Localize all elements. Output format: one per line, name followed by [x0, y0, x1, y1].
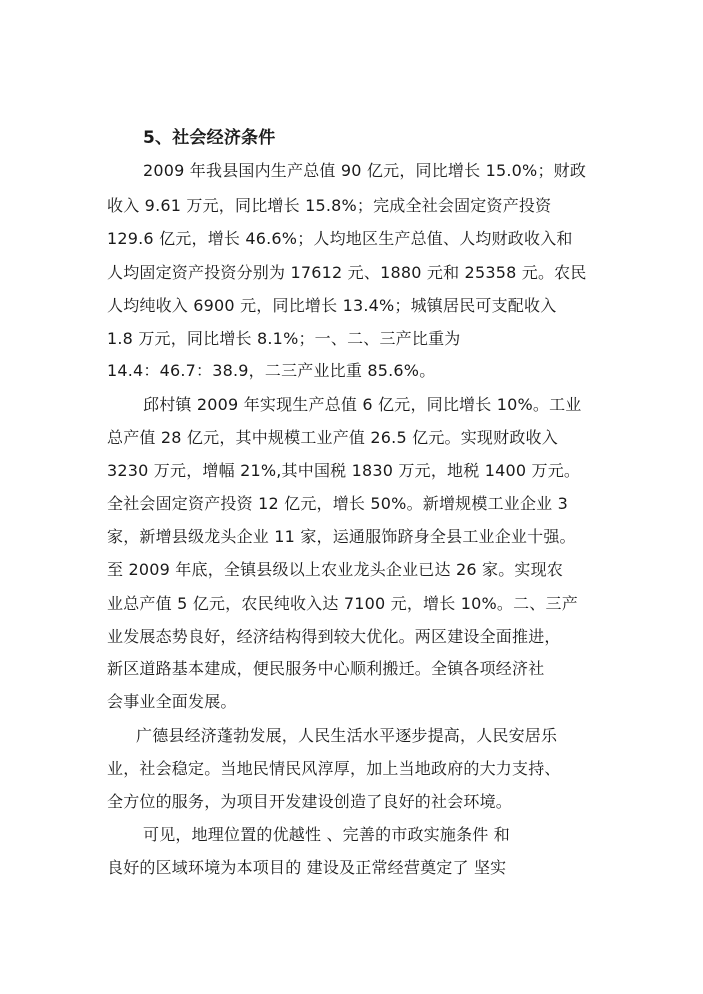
paragraph-line: 全方位的服务，为项目开发建设创造了良好的社会环境。: [107, 792, 513, 811]
paragraph-line: 人均纯收入 6900 元，同比增长 13.4%；城镇居民可支配收入: [107, 296, 557, 315]
paragraph-line: 业发展态势良好，经济结构得到较大优化。两区建设全面推进，: [107, 627, 561, 646]
paragraph-line: 129.6 亿元，增长 46.6%；人均地区生产总值、人均财政收入和: [107, 229, 573, 248]
paragraph-line: 业，社会稳定。当地民情民风淳厚，加上当地政府的大力支持、: [107, 759, 561, 778]
paragraph-line: 1.8 万元，同比增长 8.1%；一、二、三产比重为: [107, 329, 461, 348]
paragraph-line: 广德县经济蓬勃发展，人民生活水平逐步提高，人民安居乐: [136, 726, 558, 745]
paragraph-line: 2009 年我县国内生产总值 90 亿元，同比增长 15.0%；财政: [143, 161, 587, 180]
paragraph-line: 可见，地理位置的优越性 、完善的市政实施条件 和: [143, 825, 510, 844]
section-heading: 5、社会经济条件: [143, 128, 276, 148]
paragraph-line: 良好的区域环境为本项目的 建设及正常经营奠定了 坚实: [107, 858, 507, 877]
paragraph-line: 家，新增县级龙头企业 11 家，运通服饰跻身全县工业企业十强。: [107, 527, 576, 546]
paragraph-line: 3230 万元，增幅 21%,其中国税 1830 万元，地税 1400 万元。: [107, 461, 581, 480]
paragraph-line: 14.4：46.7：38.9，二三产业比重 85.6%。: [107, 361, 436, 380]
paragraph-line: 总产值 28 亿元，其中规模工业产值 26.5 亿元。实现财政收入: [107, 428, 558, 447]
paragraph-line: 邱村镇 2009 年实现生产总值 6 亿元，同比增长 10%。工业: [143, 395, 582, 414]
paragraph-line: 业总产值 5 亿元，农民纯收入达 7100 元，增长 10%。二、三产: [107, 594, 578, 613]
paragraph-line: 全社会固定资产投资 12 亿元，增长 50%。新增规模工业企业 3: [107, 494, 569, 513]
paragraph-line: 会事业全面发展。: [107, 692, 237, 711]
paragraph-line: 收入 9.61 万元，同比增长 15.8%；完成全社会固定资产投资: [107, 196, 552, 215]
paragraph-line: 新区道路基本建成，便民服务中心顺利搬迁。全镇各项经济社: [107, 659, 545, 678]
paragraph-line: 人均固定资产投资分别为 17612 元、1880 元和 25358 元。农民: [107, 263, 587, 282]
paragraph-line: 至 2009 年底，全镇县级以上农业龙头企业已达 26 家。实现农: [107, 560, 564, 579]
